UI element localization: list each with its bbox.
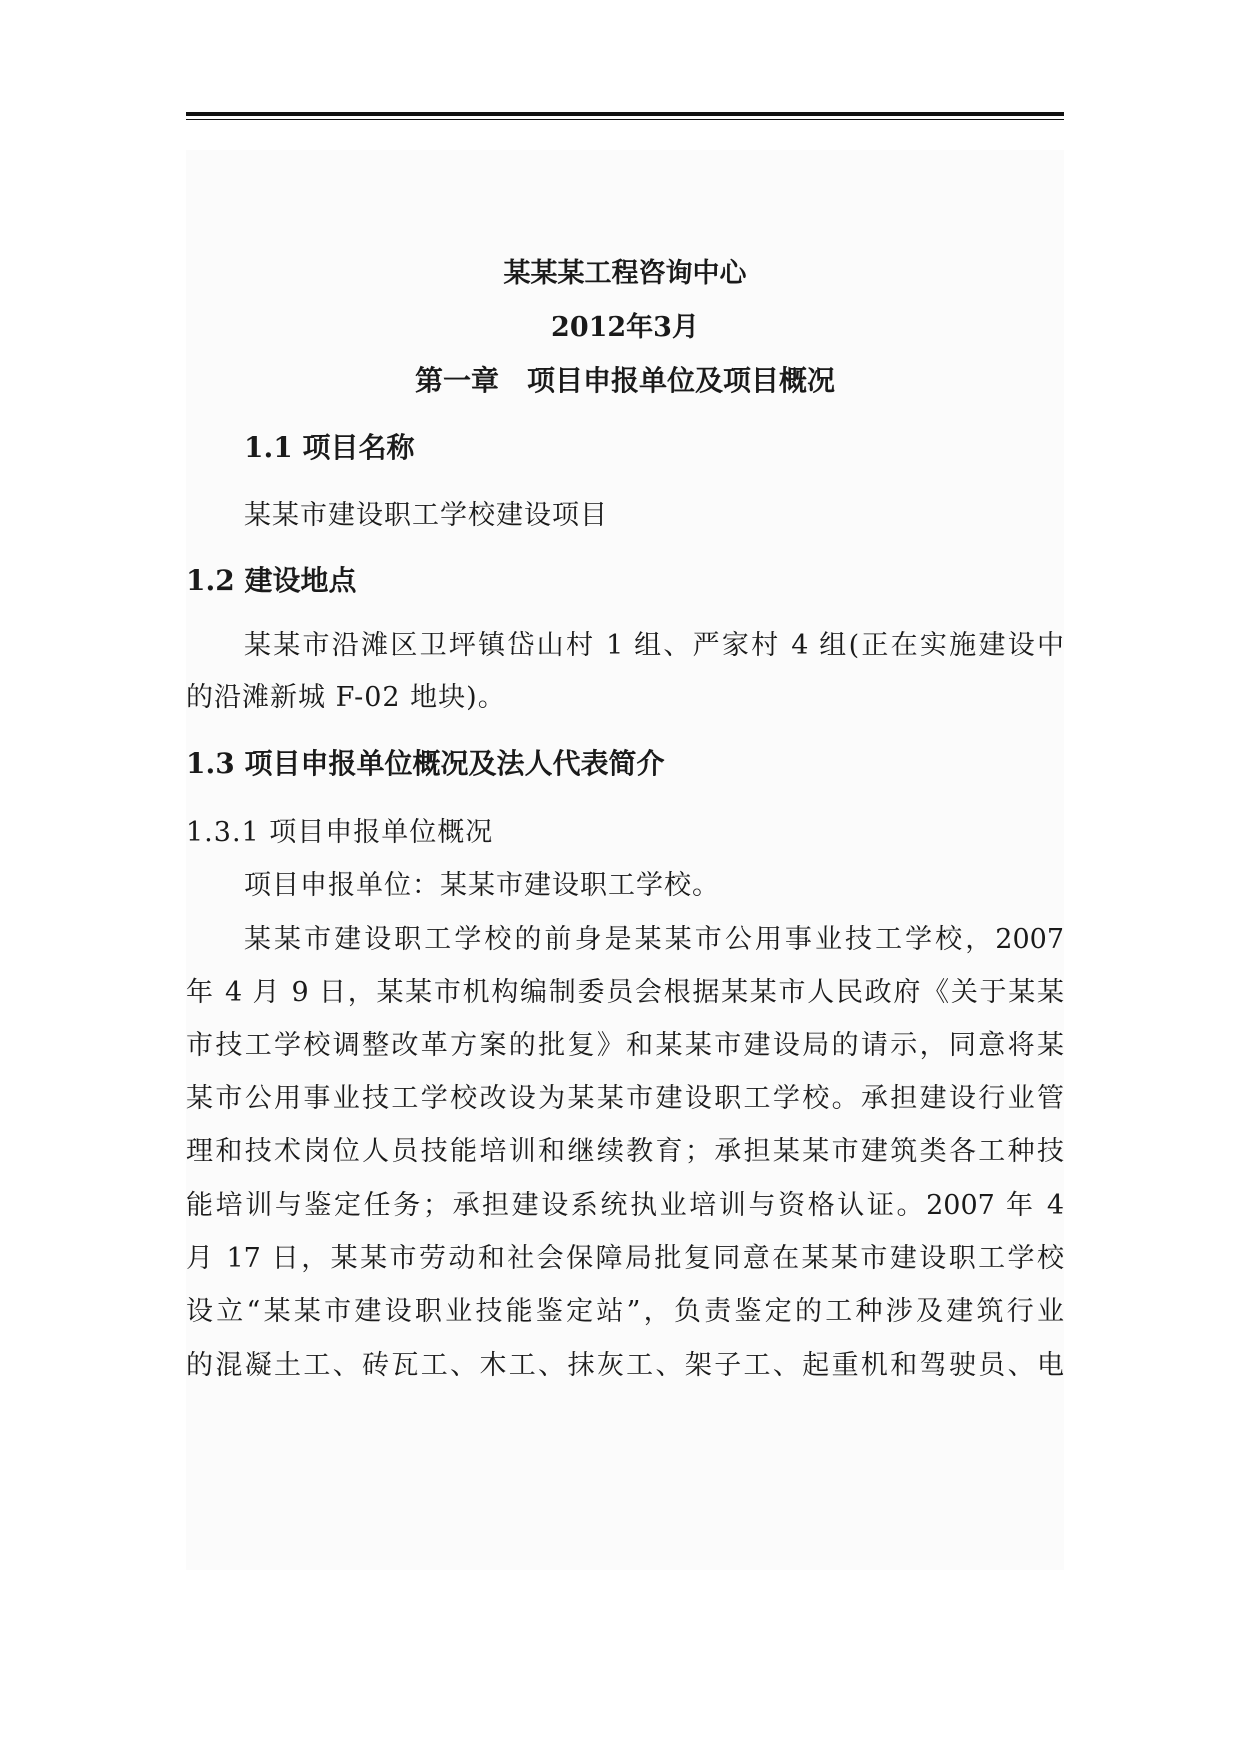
paragraph-line: 理和技术岗位人员技能培训和继续教育；承担某某市建筑类各工种技 (186, 1136, 1064, 1167)
paragraph-line: 年 4 月 9 日，某某市机构编制委员会根据某某市人民政府《关于某某 (186, 977, 1064, 1008)
paragraph-line: 的混凝土工、砖瓦工、木工、抹灰工、架子工、起重机和驾驶员、电 (186, 1350, 1064, 1381)
document-date: 2012年3月 (551, 312, 699, 343)
section-1-3-heading: 1.3 项目申报单位概况及法人代表简介 (186, 747, 665, 780)
paragraph-line: 市技工学校调整改革方案的批复》和某某市建设局的请示，同意将某 (186, 1030, 1064, 1061)
paragraph-line: 设立“某某市建设职业技能鉴定站”，负责鉴定的工种涉及建筑行业 (186, 1296, 1064, 1327)
location-line-2: 的沿滩新城 F-02 地块)。 (186, 682, 506, 713)
header-rule-thin (186, 119, 1064, 120)
section-1-3-1-heading: 1.3.1 项目申报单位概况 (186, 817, 494, 848)
paragraph-line: 某市公用事业技工学校改设为某某市建设职工学校。承担建设行业管 (186, 1083, 1064, 1114)
header-rule-thick (186, 112, 1064, 116)
project-name: 某某市建设职工学校建设项目 (244, 500, 608, 531)
org-name: 某某某工程咨询中心 (503, 258, 747, 289)
section-1-1-heading: 1.1 项目名称 (244, 431, 415, 464)
chapter-title: 第一章 项目申报单位及项目概况 (414, 364, 835, 397)
applicant-line: 项目申报单位：某某市建设职工学校。 (244, 870, 720, 901)
location-line-1: 某某市沿滩区卫坪镇岱山村 1 组、严家村 4 组(正在实施建设中 (244, 630, 1064, 661)
paragraph-line: 月 17 日，某某市劳动和社会保障局批复同意在某某市建设职工学校 (186, 1243, 1064, 1274)
paragraph-line: 某某市建设职工学校的前身是某某市公用事业技工学校，2007 (244, 924, 1064, 955)
paragraph-line: 能培训与鉴定任务；承担建设系统执业培训与资格认证。2007 年 4 (186, 1190, 1064, 1221)
section-1-2-heading: 1.2 建设地点 (186, 564, 357, 597)
